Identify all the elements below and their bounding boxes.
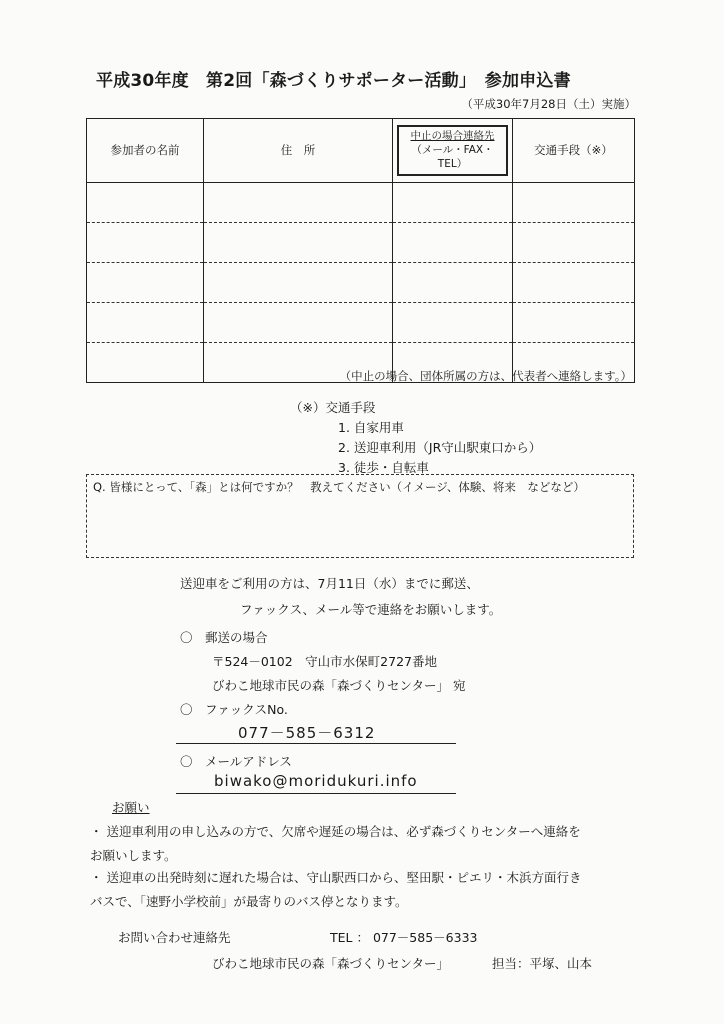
email-address: biwako@moridukuri.info (214, 772, 418, 790)
name-cell[interactable] (87, 222, 204, 262)
contact-label: お問い合わせ連絡先 (118, 930, 231, 945)
application-table (86, 118, 635, 383)
transport-item: 2. 送迎車利用（JR守山駅東口から） (338, 440, 542, 455)
event-date: （平成30年7月28日（土）実施） (461, 97, 636, 111)
page-title: 平成30年度 第2回「森づくりサポーター活動」 参加申込書 (96, 71, 571, 91)
name-cell[interactable] (87, 302, 204, 342)
question-box[interactable] (86, 474, 634, 558)
mail-addressee: びわこ地球市民の森「森づくりセンター」 宛 (212, 678, 466, 693)
notes-title: お願い (112, 800, 150, 815)
table-header-row (87, 119, 635, 183)
question-text: Q. 皆様にとって、「森」とは何ですか？ 教えてください（イメージ、体験、将来 などなど） (93, 480, 585, 494)
table-row (87, 182, 635, 222)
address-cell[interactable] (204, 262, 393, 302)
fax-number: 077－585－6312 (238, 724, 376, 742)
transport-cell[interactable] (513, 262, 635, 302)
note-line: ・ 送迎車の出発時刻に遅れた場合は、守山駅西口から、堅田駅・ピエリ・木浜方面行き (90, 870, 582, 885)
header-contact-line2: （メール・FAX・TEL） (411, 144, 494, 171)
transport-title: （※）交通手段 (290, 400, 376, 415)
header-address: 住 所 (204, 119, 393, 183)
name-cell[interactable] (87, 342, 204, 382)
name-cell[interactable] (87, 262, 204, 302)
mail-postal: 〒524－0102 守山市水保町2727番地 (212, 654, 437, 669)
transport-cell[interactable] (513, 182, 635, 222)
pickup-line1: 送迎車をご利用の方は、7月11日（水）までに郵送、 (180, 576, 479, 591)
fax-label: 〇 ファックスNo. (180, 702, 288, 717)
transport-cell[interactable] (513, 222, 635, 262)
header-contact-line1: 中止の場合連絡先 (410, 130, 495, 142)
table-note: （中止の場合、団体所属の方は、代表者へ連絡します。） (339, 369, 632, 383)
header-name: 参加者の名前 (87, 119, 204, 183)
contact-org: びわこ地球市民の森「森づくりセンター」 (212, 956, 450, 971)
contact-tel: TEL ： 077－585－6333 (330, 930, 478, 945)
contact-cell[interactable] (393, 222, 513, 262)
note-line: ・ 送迎車利用の申し込みの方で、欠席や遅延の場合は、必ず森づくりセンターへ連絡を (90, 824, 581, 839)
transport-item: 3. 徒歩・自転車 (338, 460, 429, 475)
contact-cell[interactable] (393, 182, 513, 222)
note-line: お願いします。 (90, 848, 177, 863)
transport-cell[interactable] (513, 302, 635, 342)
email-label: 〇 メールアドレス (180, 754, 292, 769)
table-row (87, 222, 635, 262)
contact-staff: 担当：平塚、山本 (492, 956, 593, 971)
address-cell[interactable] (204, 302, 393, 342)
contact-cell[interactable] (393, 302, 513, 342)
mail-label: 〇 郵送の場合 (180, 630, 268, 645)
name-cell[interactable] (87, 182, 204, 222)
contact-cell[interactable] (393, 262, 513, 302)
address-cell[interactable] (204, 182, 393, 222)
transport-item: 1. 自家用車 (338, 420, 404, 435)
header-transport: 交通手段（※） (513, 119, 635, 183)
header-contact (393, 119, 513, 183)
fax-underline (176, 743, 456, 744)
note-line: バスで、「速野小学校前」が最寄りのバス停となります。 (90, 894, 408, 909)
email-underline (176, 793, 456, 794)
pickup-line2: ファックス、メール等で連絡をお願いします。 (240, 602, 502, 617)
table-row (87, 262, 635, 302)
address-cell[interactable] (204, 222, 393, 262)
table-row (87, 302, 635, 342)
